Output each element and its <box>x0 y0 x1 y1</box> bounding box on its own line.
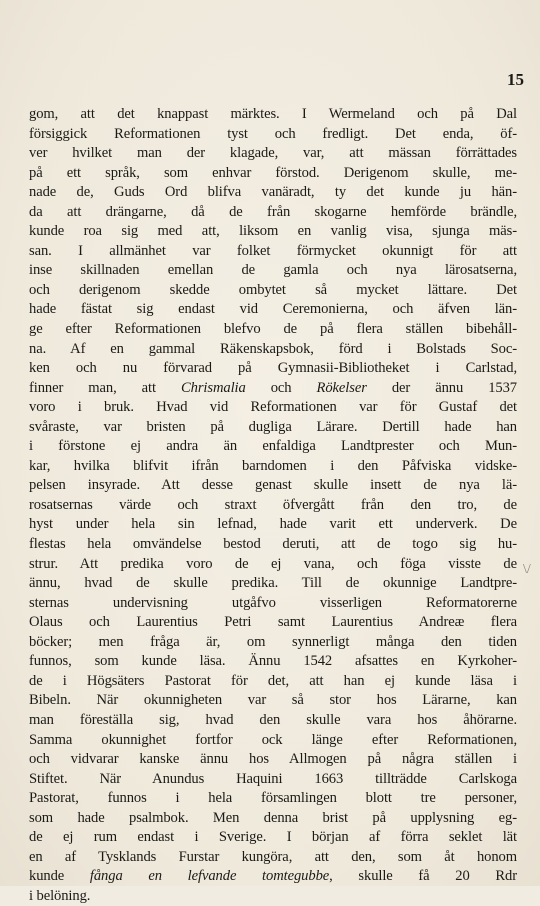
text-line: voro i bruk. Hvad vid Reformationen var för Gustaf det <box>29 399 517 416</box>
text-line: man föreställa sig, hvad den skulle vara hos åhörarne. <box>29 711 517 728</box>
text-line: de ej rum endast i Sverige. I början af förra seklet lät <box>29 829 517 846</box>
text-line: rosatsernas värde och straxt öfvergått från den tro, de <box>29 496 517 513</box>
text-line: Bibeln. När okunnigheten var så stor hos Lärarne, kan <box>29 692 517 709</box>
margin-pencil-mark: \/ <box>523 562 531 577</box>
text-line: strur. Att predika voro de ej vana, och föga visste de <box>29 555 517 572</box>
text-line: Stiftet. När Anundus Haquini 1663 tillträdde Carlskoga <box>29 770 517 787</box>
text-line: i förstone ej andra än enfaldiga Landtprester och Mun- <box>29 438 517 455</box>
text-line: ännu, hvad de skulle predika. Till de okunnige Landtpre- <box>29 575 517 592</box>
text-line: inse skillnaden emellan de gamla och nya lärosatserna, <box>29 262 517 279</box>
text-line: da att drängarne, då de från skogarne hemförde brändle, <box>29 203 517 220</box>
text-line: på ett språk, som enhvar förstod. Derigenom skulle, me- <box>29 164 517 181</box>
body-text <box>29 105 517 906</box>
text-line: kunde fånga en lefvande tomtegubbe, skulle få 20 Rdr <box>29 868 517 885</box>
page-number: 15 <box>507 70 524 89</box>
text-line: finner man, att Chrismalia och Rökelser der ännu 1537 <box>29 379 517 396</box>
text-line: pelsen insyrade. Att desse genast skulle insett de nya lä- <box>29 477 517 494</box>
text-line: gom, att det knappast märktes. I Wermeland och på Dal <box>29 106 517 122</box>
text-line: Pastorat, funnos i hela församlingen blott tre personer, <box>29 790 517 807</box>
text-line: na. Af en gammal Räkenskapsbok, förd i Bolstads Soc- <box>29 340 517 357</box>
text-line: och vidvarar kanske ännu hos Allmogen på några ställen i <box>29 751 517 768</box>
text-line: en af Tysklands Furstar kungöra, att den, som åt honom <box>29 848 517 865</box>
text-line: flestas hela omvändelse bestod deruti, att de togo sig hu- <box>29 536 517 553</box>
text-line: sternas undervisning utgåfvo visserligen Reformatorerne <box>29 594 517 611</box>
text-line: ge efter Reformationen blefvo de på flera ställen bibehåll- <box>29 321 517 338</box>
text-line: nade de, Guds Ord blifva vanäradt, ty det kunde ju hän- <box>29 184 517 201</box>
text-line: i belöning. <box>29 887 91 904</box>
text-line: funnos, som kunde läsa. Ännu 1542 afsattes en Kyrkoher- <box>29 653 517 670</box>
text-line: hyst under hela sin lefnad, hade varit ett underverk. De <box>29 516 517 533</box>
text-line: Samma okunnighet fortfor ock länge efter Reformationen, <box>29 731 517 748</box>
text-line: kar, hvilka blifvit ifrån barndomen i den Påfviska vidske- <box>29 457 517 474</box>
text-line: ken och nu förvarad på Gymnasii-Bibliotheket i Carlstad, <box>29 360 517 377</box>
text-line: Olaus och Laurentius Petri samt Laurentius Andreæ flera <box>29 614 517 631</box>
text-line: som hade psalmbok. Men denna brist på upplysning eg- <box>29 809 517 826</box>
text-line: san. I allmänhet var folket förmycket okunnigt för att <box>29 242 517 259</box>
text-line: kunde roa sig med att, liksom en vanlig visa, sjunga mäs- <box>29 223 517 240</box>
text-line: böcker; men fråga är, om synnerligt många den tiden <box>29 633 517 650</box>
text-line: ver hvilket man der klagade, var, att mässan förrättades <box>29 145 517 162</box>
text-line: och derigenom skedde ombytet så mycket lättare. Det <box>29 281 517 298</box>
text-line: svåraste, var bristen på dugliga Lärare. Dertill hade han <box>29 418 517 435</box>
text-line: hade fästat sig endast vid Ceremonierna, och äfven län- <box>29 301 517 318</box>
text-line: försiggick Reformationen tyst och fredligt. Det enda, öf- <box>29 125 517 142</box>
text-line: de i Högsäters Pastorat för det, att han ej kunde läsa i <box>29 672 517 689</box>
